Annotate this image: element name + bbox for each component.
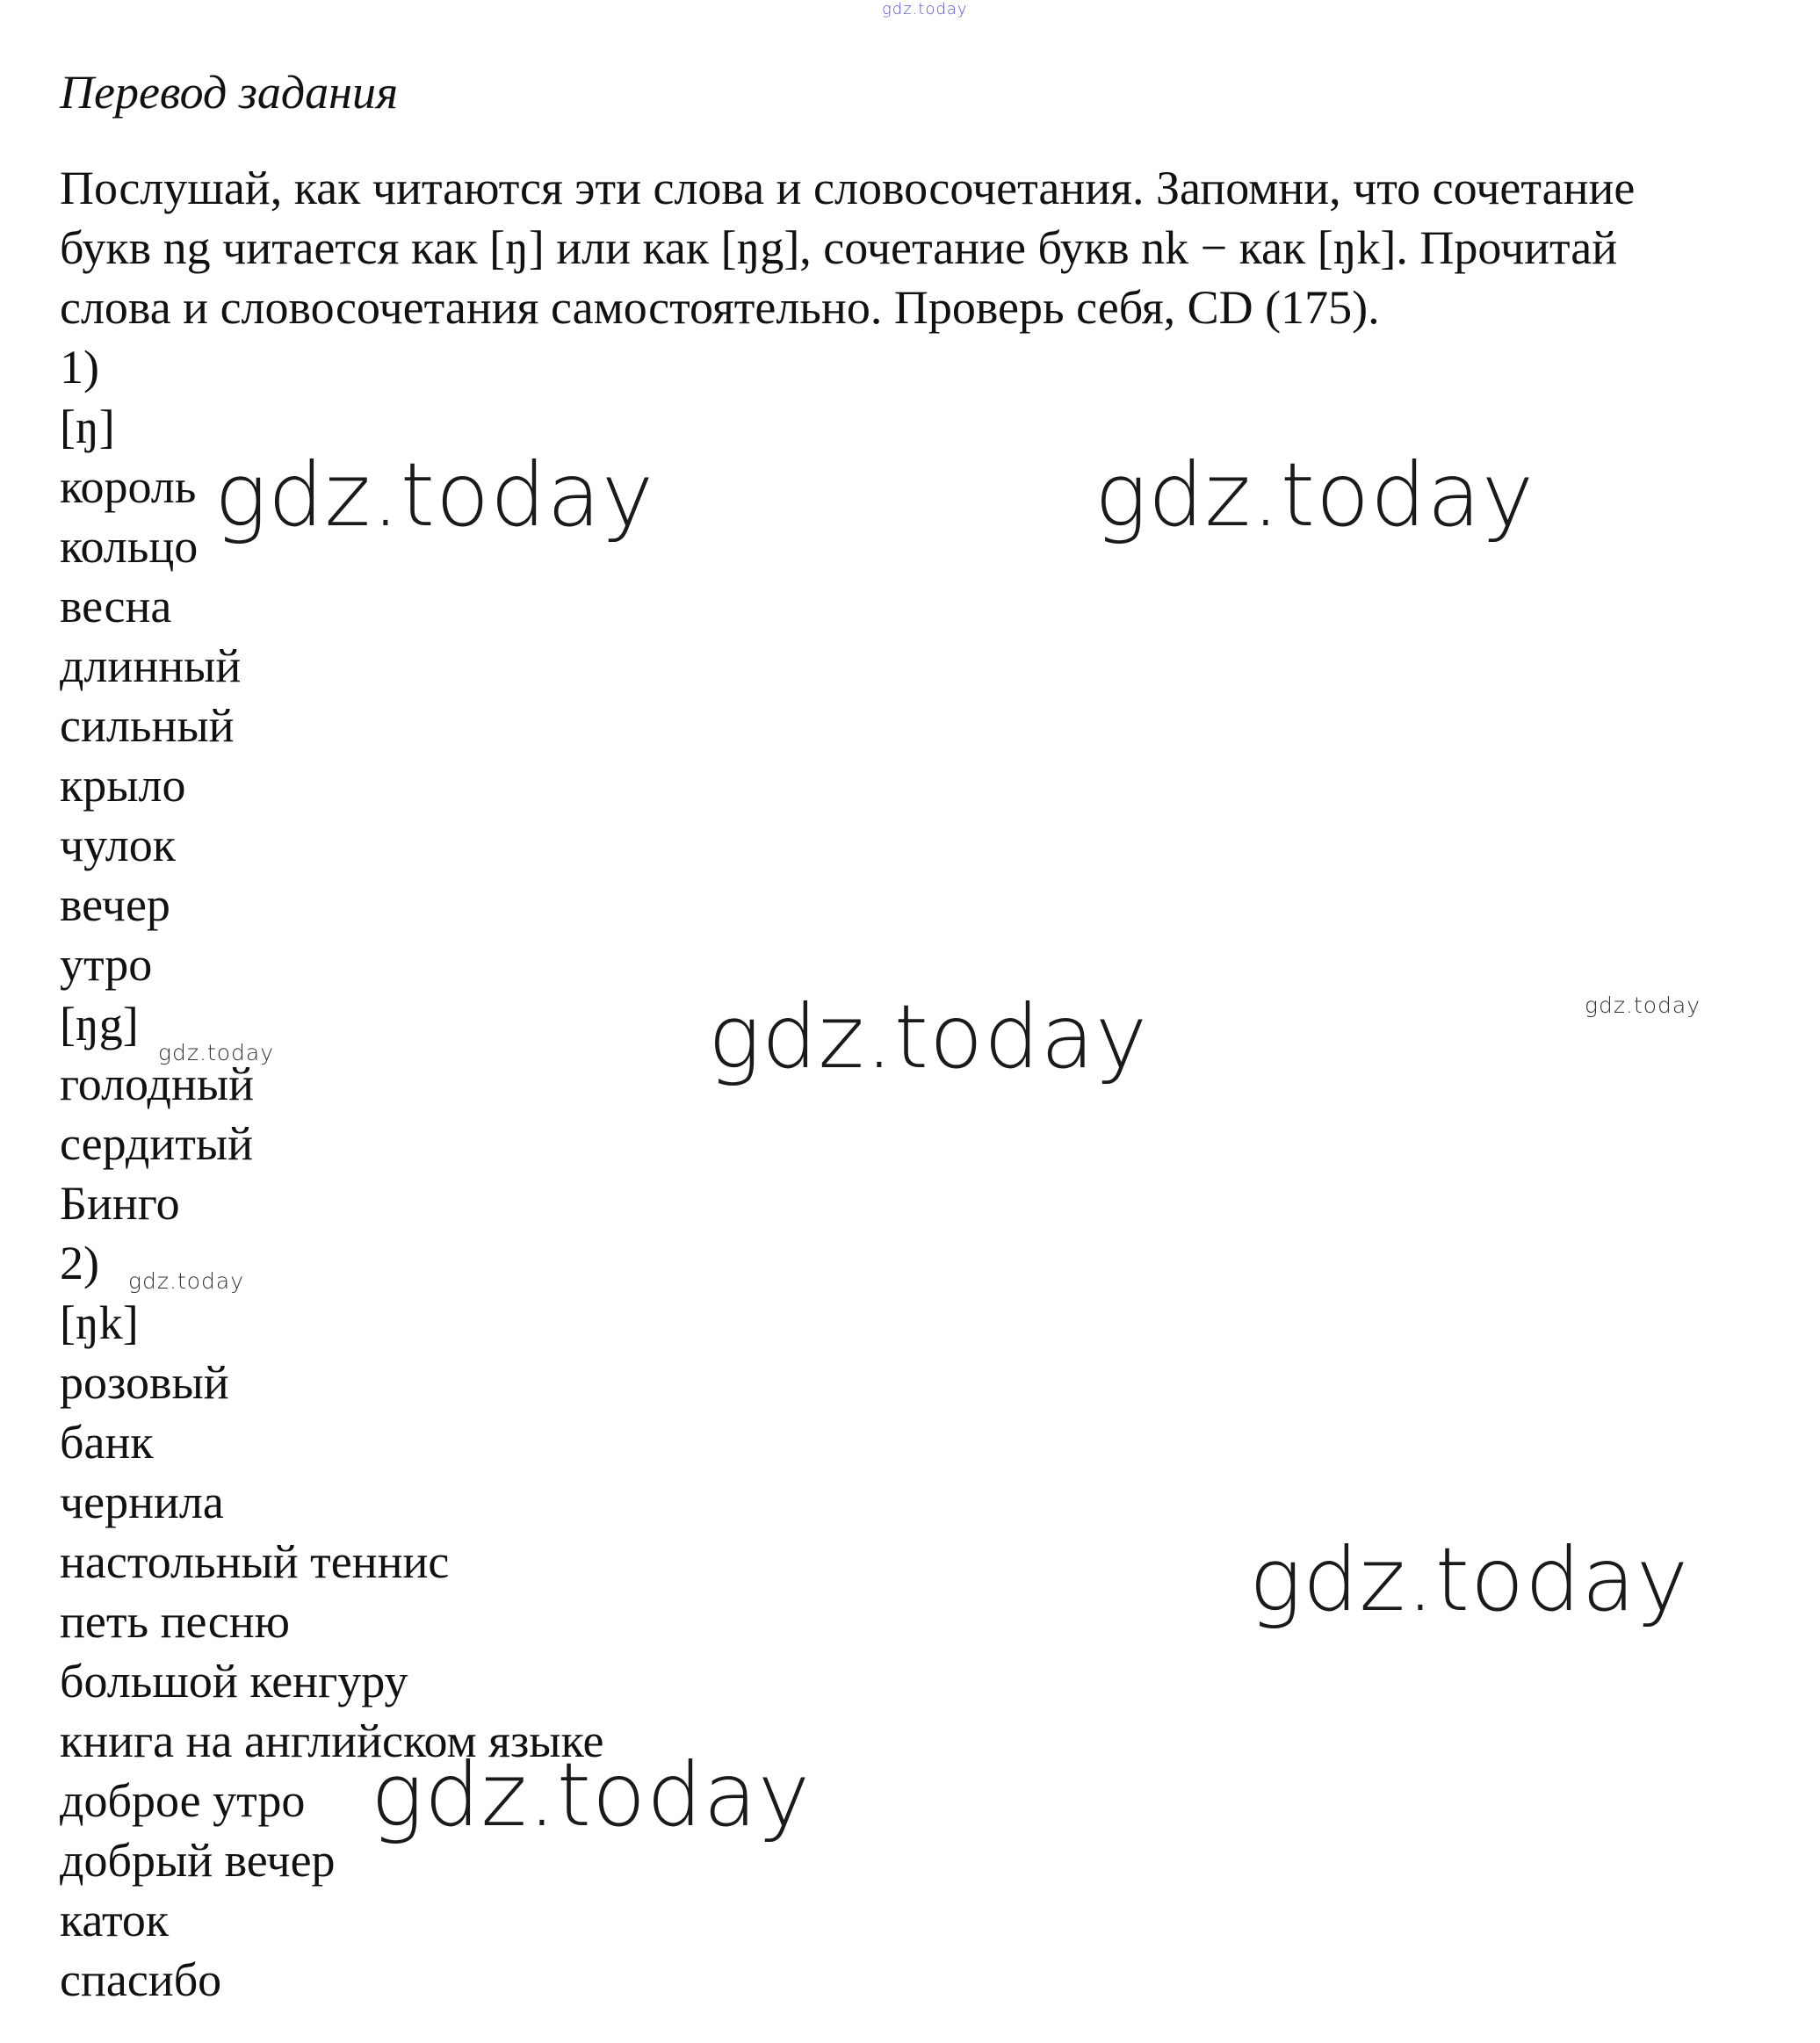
list-item: сильный bbox=[60, 699, 235, 752]
watermark: gdz.today bbox=[1585, 993, 1701, 1018]
list-item: король bbox=[60, 460, 197, 513]
list-item: чулок bbox=[60, 819, 176, 871]
section-number: 2) bbox=[60, 1237, 99, 1289]
list-item: вечер bbox=[60, 878, 170, 931]
instructions-line: букв ng читается как [ŋ] или как [ŋg], сочетание букв nk − как [ŋk]. Прочитай bbox=[60, 221, 1618, 274]
list-item: кольцо bbox=[60, 520, 199, 573]
list-item: Бинго bbox=[60, 1177, 180, 1230]
list-item: добрый вечер bbox=[60, 1834, 336, 1887]
list-item: каток bbox=[60, 1894, 170, 1946]
list-item: книга на английском языке bbox=[60, 1715, 604, 1767]
list-item: банк bbox=[60, 1416, 154, 1469]
list-item: доброе утро bbox=[60, 1774, 306, 1827]
instructions-paragraph bbox=[60, 158, 1808, 337]
list-item: крыло bbox=[60, 759, 186, 812]
list-item: розовый bbox=[60, 1356, 229, 1409]
sound-label: [ŋg] bbox=[60, 998, 139, 1050]
instructions-line: слова и словосочетания самостоятельно. Проверь себя, CD (175). bbox=[60, 281, 1380, 334]
list-item: настольный теннис bbox=[60, 1535, 450, 1588]
list-item: длинный bbox=[60, 639, 242, 692]
list-item: петь песню bbox=[60, 1595, 291, 1648]
list-item: весна bbox=[60, 580, 172, 632]
watermark: gdz.today bbox=[214, 444, 655, 546]
list-item: чернила bbox=[60, 1476, 224, 1528]
sound-label: [ŋ] bbox=[60, 401, 115, 453]
list-item: сердитый bbox=[60, 1117, 254, 1170]
list-item: утро bbox=[60, 938, 153, 991]
watermark-top: gdz.today bbox=[882, 0, 968, 18]
watermark: gdz.today bbox=[128, 1268, 245, 1294]
section-number: 1) bbox=[60, 341, 99, 393]
watermark: gdz.today bbox=[158, 1040, 275, 1065]
watermark: gdz.today bbox=[1249, 1528, 1690, 1631]
sound-label: [ŋk] bbox=[60, 1296, 139, 1349]
watermark: gdz.today bbox=[1094, 444, 1535, 546]
instructions-line: Послушай, как читаются эти слова и словосочетания. Запомни, что сочетание bbox=[60, 162, 1636, 214]
list-item: большой кенгуру bbox=[60, 1655, 408, 1707]
page-heading: Перевод задания bbox=[60, 66, 399, 119]
list-item: голодный bbox=[60, 1058, 255, 1110]
list-item: спасибо bbox=[60, 1953, 222, 2006]
watermark: gdz.today bbox=[371, 1743, 812, 1846]
watermark: gdz.today bbox=[708, 985, 1149, 1088]
